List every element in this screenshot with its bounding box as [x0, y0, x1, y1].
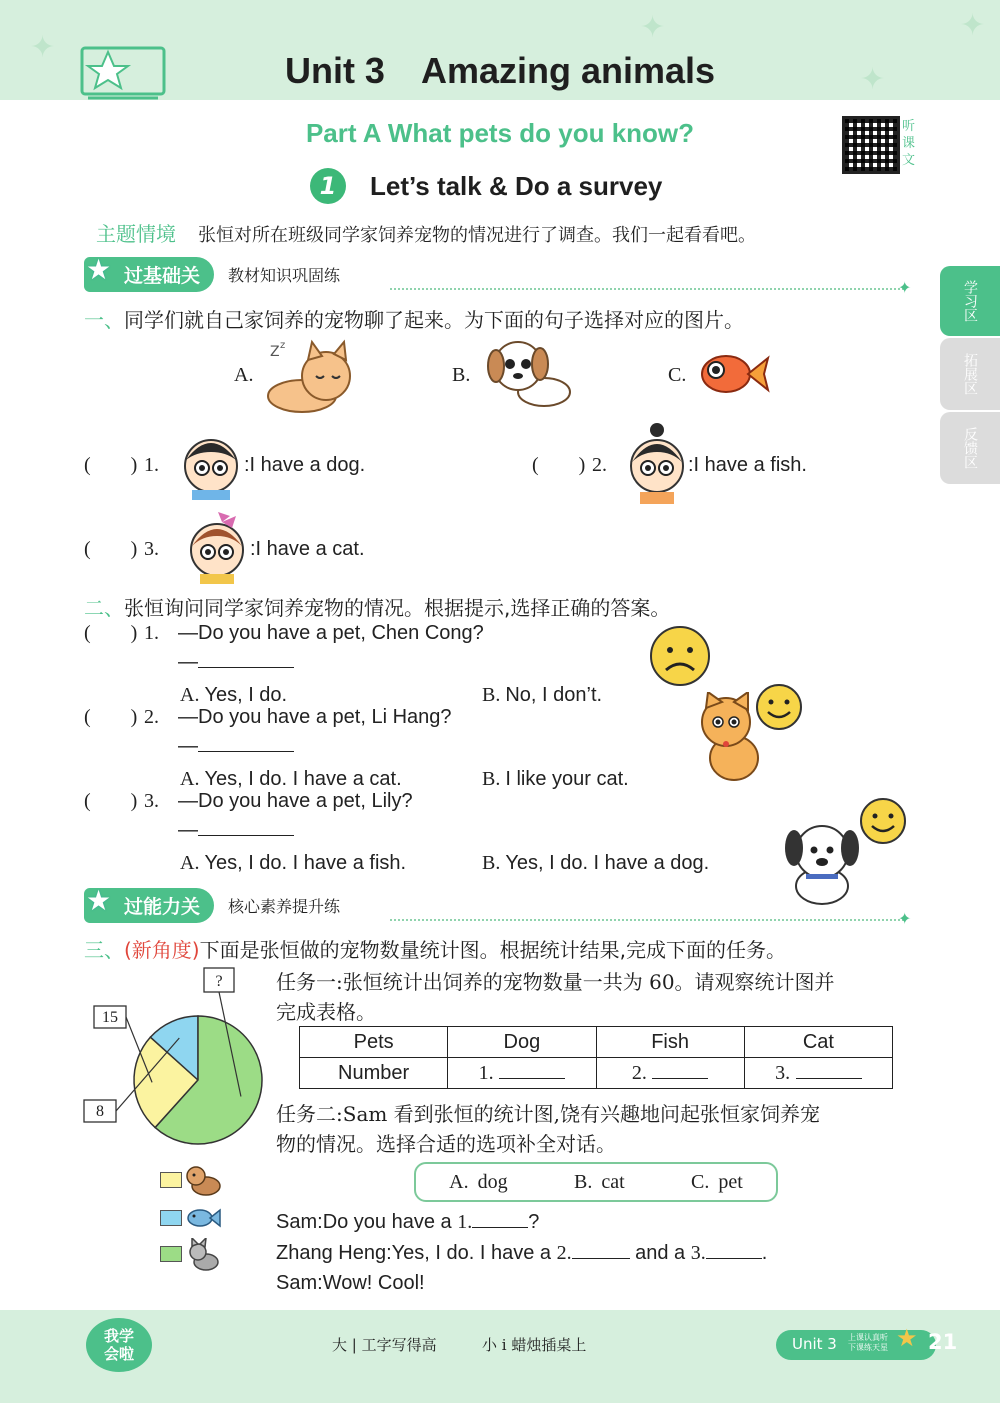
q2-item2-option-a[interactable]: A. Yes, I do. I have a cat. [180, 768, 402, 790]
dialogue-line-3: Sam:Wow! Cool! [276, 1272, 425, 1294]
table-header-cell: Fish [596, 1027, 744, 1058]
sad-face-icon [648, 624, 712, 688]
task2-line2: 物的情况。选择合适的选项补全对话。 [276, 1132, 616, 1156]
girl-avatar-icon [624, 420, 690, 506]
happy-face-icon [754, 682, 804, 732]
legend-swatch-cat [160, 1246, 182, 1262]
theme-context [96, 218, 756, 247]
theme-label: 主题情境 [96, 222, 176, 246]
dialogue-blank-1[interactable] [472, 1210, 528, 1228]
choice-c[interactable]: C. pet [691, 1170, 743, 1193]
q1-item3-text: :I have a cat. [250, 538, 365, 560]
q1-item2-number: 2. [592, 454, 607, 476]
table-header-cell: Cat [744, 1027, 892, 1058]
lesson-heading [310, 168, 662, 204]
section-ability-title: ★ 过能力关 [84, 888, 214, 923]
star-badge-icon: ★ [86, 252, 112, 286]
q3-instruction: 三、(新角度)下面是张恒做的宠物数量统计图。根据统计结果,完成下面的任务。 [84, 938, 786, 962]
footer-rhyme-1: 大 | 工字写得高 [332, 1336, 437, 1354]
task1-line1: 任务一:张恒统计出饲养的宠物数量一共为 60。请观察统计图并 [276, 970, 835, 994]
star-badge-icon: ★ [86, 883, 112, 917]
q2-item2-answer-paren[interactable]: ( ) [84, 706, 138, 728]
star-mascot-icon: ★ [896, 1324, 918, 1352]
dialogue-line-1: Sam:Do you have a 1. ? [276, 1211, 540, 1233]
svg-text:z: z [280, 340, 286, 351]
pie-value-label: ? [215, 973, 223, 990]
table-blank-cell[interactable]: 1. [448, 1058, 596, 1089]
task1-line2: 完成表格。 [276, 1000, 376, 1024]
q1-item1-text: :I have a dog. [244, 454, 366, 476]
footer-tagline: 上课认真听 下课练天星 [848, 1333, 888, 1352]
table-row-label: Number [300, 1058, 448, 1089]
star-icon: ✦ [898, 278, 912, 297]
table-blank-cell[interactable]: 2. [596, 1058, 744, 1089]
dog-legend-icon [184, 1162, 224, 1198]
qr-code[interactable] [842, 116, 900, 174]
q1-item1-answer-paren[interactable]: ( ) [84, 454, 138, 476]
section-ability-bar [84, 883, 341, 922]
page-number: 21 [928, 1330, 958, 1354]
q2-item1-number: 1. [144, 622, 159, 644]
star-icon: ✦ [860, 62, 886, 97]
star-icon: ✦ [960, 8, 986, 43]
table-header-cell: Dog [448, 1027, 596, 1058]
lesson-title: Let’s talk & Do a survey [370, 170, 663, 201]
q2-item1-answer-paren[interactable]: ( ) [84, 622, 138, 644]
unit-title: Unit 3 Amazing animals [284, 50, 716, 91]
dialogue-speaker: Zhang Heng: [276, 1242, 392, 1264]
dialogue-blank-3[interactable] [706, 1241, 762, 1259]
choice-a[interactable]: A. dog [449, 1170, 508, 1193]
star-icon: ✦ [30, 30, 56, 65]
q1-item2-text: :I have a fish. [688, 454, 807, 476]
choice-box [414, 1162, 778, 1202]
choice-b[interactable]: B. cat [573, 1170, 625, 1193]
q2-item1-option-b[interactable]: B. No, I don’t. [482, 684, 603, 706]
task2-line1: 任务二:Sam 看到张恒的统计图,饶有兴趣地问起张恒家饲养宠 [276, 1102, 821, 1126]
lesson-number-badge: 1 [310, 168, 346, 204]
fish-legend-icon [186, 1206, 222, 1230]
side-tabs [940, 266, 1000, 486]
goldfish-icon [698, 348, 770, 400]
cat-legend-icon [186, 1238, 222, 1272]
q2-item2-answer-line[interactable]: — [178, 734, 294, 758]
table-blank-cell[interactable]: 3. [744, 1058, 892, 1089]
divider [390, 919, 904, 921]
tab-study[interactable]: 学习区 [940, 266, 1000, 336]
dialogue-speaker: Sam: [276, 1211, 323, 1233]
tab-feedback[interactable]: 反馈区 [940, 412, 1000, 484]
q1-item2-answer-paren[interactable]: ( ) [532, 454, 586, 476]
star-icon: ✦ [898, 909, 912, 928]
q1-item3-answer-paren[interactable]: ( ) [84, 538, 138, 560]
q2-item3-answer-line[interactable]: — [178, 818, 294, 842]
tab-extend[interactable]: 拓展区 [940, 338, 1000, 410]
q1-option-b-label: B. [452, 364, 471, 386]
pie-value-label: 8 [96, 1103, 104, 1120]
legend-swatch-dog [160, 1172, 182, 1188]
q1-instruction: 一、同学们就自己家饲养的宠物聊了起来。为下面的句子选择对应的图片。 [84, 308, 744, 332]
q1-option-a-label: A. [234, 364, 254, 386]
dialogue-blank-2[interactable] [572, 1241, 630, 1259]
q2-item1-option-a[interactable]: A. Yes, I do. [180, 684, 288, 706]
svg-text:Z: Z [270, 344, 280, 360]
girl-bow-avatar-icon [182, 512, 252, 584]
white-dog-icon [776, 812, 868, 906]
q2-item3-option-b[interactable]: B. Yes, I do. I have a dog. [482, 852, 710, 874]
q2-item2-question: —Do you have a pet, Li Hang? [178, 706, 452, 728]
footer-unit: Unit 3 [792, 1335, 837, 1353]
part-title: Part A What pets do you know? [305, 118, 695, 148]
q2-item2-number: 2. [144, 706, 159, 728]
footer-badge: 我学会啦 [86, 1318, 152, 1372]
section-basic-subtitle: 教材知识巩固练 [228, 265, 341, 285]
q2-item1-answer-line[interactable]: — [178, 650, 294, 674]
star-icon: ✦ [640, 10, 666, 45]
q1-item1-number: 1. [144, 454, 159, 476]
section-ability-subtitle: 核心素养提升练 [228, 896, 341, 916]
pie-value-label: 15 [102, 1009, 118, 1026]
divider [390, 288, 904, 290]
q2-item3-answer-paren[interactable]: ( ) [84, 790, 138, 812]
table-header-row [300, 1027, 893, 1058]
boy-avatar-icon [178, 430, 244, 500]
q1-option-c-label: C. [668, 364, 687, 386]
legend-swatch-fish [160, 1210, 182, 1226]
q2-instruction: 二、张恒询问同学家饲养宠物的情况。根据提示,选择正确的答案。 [84, 596, 671, 620]
theme-text: 张恒对所在班级同学家饲养宠物的情况进行了调查。我们一起看看吧。 [198, 225, 756, 246]
footer-rhyme-2: 小 i 蜡烛插桌上 [482, 1336, 587, 1354]
table-row [300, 1058, 893, 1089]
q1-item3-number: 3. [144, 538, 159, 560]
puppy-icon [484, 336, 576, 412]
q2-item3-question: —Do you have a pet, Lily? [178, 790, 413, 812]
pets-table [299, 1026, 893, 1089]
section-basic-title: ★ 过基础关 [84, 257, 214, 292]
dialogue-speaker: Sam: [276, 1272, 323, 1294]
dialogue-line-2: Zhang Heng:Yes, I do. I have a 2. and a 3. . [276, 1242, 768, 1264]
sleeping-cat-icon [262, 338, 362, 416]
q2-item2-option-b[interactable]: B. I like your cat. [482, 768, 629, 790]
q2-item3-option-a[interactable]: A. Yes, I do. I have a fish. [180, 852, 407, 874]
qr-label: 听课文 [902, 119, 916, 168]
pet-count-pie-chart [80, 962, 280, 1162]
q2-item3-number: 3. [144, 790, 159, 812]
q2-item1-question: —Do you have a pet, Chen Cong? [178, 622, 484, 644]
happy-face-icon [858, 796, 908, 846]
table-header-cell: Pets [300, 1027, 448, 1058]
section-basic-bar [84, 252, 341, 291]
